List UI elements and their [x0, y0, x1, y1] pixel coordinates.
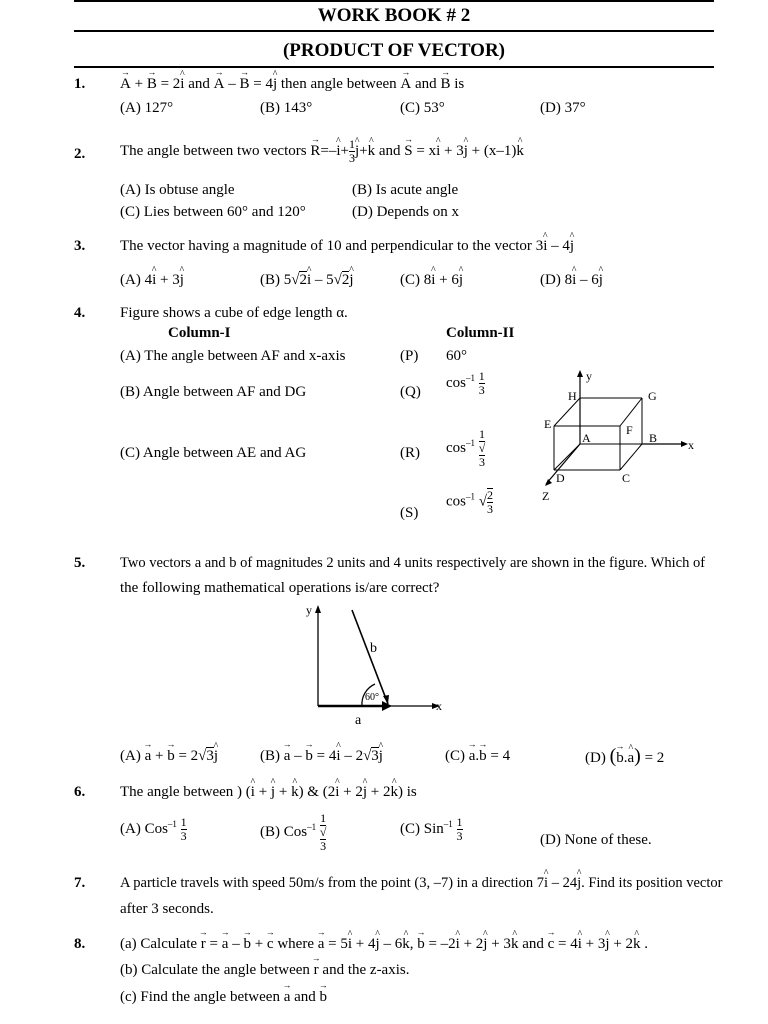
vector-b-label: b — [370, 641, 377, 656]
vertex-c: C — [622, 471, 631, 485]
q4-left-b: (B) Angle between AF and DG — [120, 384, 307, 400]
q3-number: 3. — [74, 238, 86, 254]
q3-option-a: (A) 4^ i + 3^ j — [120, 272, 184, 289]
vertex-g: G — [648, 389, 657, 403]
q1-stem: → A + → B = 2^ i and → A – → B = 4^ j then angle between → A and → B is — [120, 76, 464, 93]
q2-option-b: (B) Is acute angle — [352, 182, 459, 198]
q6-option-b: (B) Cos$^{-1}$ 1 √ 3 — [260, 811, 327, 853]
page-subtitle: (PRODUCT OF VECTOR) — [282, 40, 506, 61]
vertex-f: F — [626, 423, 633, 437]
q5-option-b: (B) → a – → b = 4^ i – 2√3^ j — [260, 748, 383, 765]
q8-part-b-text: (b) Calculate the angle between — [120, 962, 310, 978]
q2-number: 2. — [74, 146, 86, 162]
vertex-h: H — [568, 389, 577, 403]
q6-number: 6. — [74, 784, 86, 800]
q3-stem-text: The vector having a magnitude of 10 and perpendicular to the vector — [120, 238, 532, 254]
page-title: WORK BOOK # 2 — [317, 5, 471, 26]
q4-right-s-label: (S) — [400, 505, 419, 521]
q5-angle-label: 60° — [365, 692, 379, 703]
q4-right-q-value: $\cos^{-1}$ $\frac{1}{3}$ — [446, 369, 485, 397]
q4-left-c: (C) Angle between AE and AG — [120, 445, 307, 461]
q6-option-c: (C) Sin$^{-1}$ $\frac{1}{3}$ — [400, 815, 463, 843]
q4-right-p-label: (P) — [400, 348, 419, 364]
q8-part-a: (a) Calculate → r = → a – → b + → c where → a = 5^ i + 4^ j – 6^ k, → b = –2^ i + 2^ j + 3^ k and → c = 4^ i + 3^ j + 2^ k . — [120, 936, 648, 953]
q4-number: 4. — [74, 305, 86, 321]
q2-option-a: (A) Is obtuse angle — [120, 182, 235, 198]
q5-stem-line-1: Two vectors a and b of magnitudes 2 units and 4 units respectively are shown in the figure. Which of — [120, 555, 706, 571]
q8-part-c-text: (c) Find the angle between — [120, 989, 280, 1005]
q2-stem: The angle between two vectors → R=–^ i+ $\frac{1}{3}$ ^ j+^ k and → S = x^ i + 3^ j + (x–1)^ k — [120, 138, 524, 165]
vector-figure — [300, 600, 450, 730]
q6-stem: The angle between ) (^ i + ^ j + ^ k) & (2^ i + 2^ j + 2^ k) is — [120, 784, 417, 801]
axis-y-label: y — [586, 369, 592, 383]
q4-right-r-value: $\cos^{-1}$ 1 √ 3 — [446, 427, 486, 469]
q4-right-p-value: 60° — [446, 348, 467, 364]
q1-option-b: (B) 143° — [260, 100, 313, 116]
q5-option-c: (C) → a.→ b = 4 — [445, 748, 510, 765]
axis-z-label: Z — [542, 489, 550, 503]
q7-stem-text: A particle travels with speed 50m/s from the point (3, –7) in a direction — [120, 875, 534, 891]
q1-option-d: (D) 37° — [540, 100, 586, 116]
q1-option-a: (A) 127° — [120, 100, 174, 116]
vertex-d: D — [556, 471, 565, 485]
top-rule — [74, 0, 714, 2]
q5-axis-y-label: y — [306, 603, 312, 617]
q5-option-a: (A) → a + → b = 2√3^ j — [120, 748, 218, 765]
q8-part-b-text-2: and the z-axis. — [322, 962, 410, 978]
axis-x-label: x — [688, 438, 694, 452]
q6-option-d: (D) None of these. — [540, 832, 652, 848]
q3-option-d: (D) 8^ i – 6^ j — [540, 272, 603, 289]
q4-stem: Figure shows a cube of edge length α. — [120, 305, 348, 321]
q4-right-s-value: $\cos^{-1}$ √ $\frac{2}{3}$ — [446, 488, 493, 516]
q1-option-c: (C) 53° — [400, 100, 445, 116]
q8-part-b: (b) Calculate the angle between → r and the z-axis. — [120, 962, 409, 979]
vertex-e: E — [544, 417, 552, 431]
q3-option-b: (B) 5√2^ i – 5√2^ j — [260, 272, 354, 289]
q4-column-1-header: Column-I — [168, 325, 231, 341]
q8-part-c: (c) Find the angle between → a and → b — [120, 989, 327, 1006]
q2-option-d: (D) Depends on x — [352, 204, 460, 220]
vertex-b: B — [649, 431, 658, 445]
q7-stem-text-2: Find its position vector — [588, 875, 723, 891]
subtitle-rule — [74, 66, 714, 68]
cube-figure — [540, 366, 700, 506]
title-rule — [74, 30, 714, 32]
q3-option-c: (C) 8^ i + 6^ j — [400, 272, 463, 289]
q7-stem-line-1: A particle travels with speed 50m/s from the point (3, –7) in a direction 7^ i – 24^ j. Find its position vector — [120, 875, 722, 892]
q5-axis-x-label: x — [436, 699, 442, 713]
q5-option-d: (D) (→ b.^ a) = 2 — [585, 745, 664, 768]
q3-stem: The vector having a magnitude of 10 and perpendicular to the vector 3^ i – 4^ j — [120, 238, 574, 255]
q8-part-a-text: (a) Calculate — [120, 936, 198, 952]
q4-right-r-label: (R) — [400, 445, 420, 461]
q1-number: 1. — [74, 76, 86, 92]
q4-right-q-label: (Q) — [400, 384, 421, 400]
q6-stem-text: The angle between ) — [120, 784, 243, 800]
q6-option-a: (A) Cos$^{-1}$ $\frac{1}{3}$ — [120, 815, 187, 843]
vertex-a: A — [582, 431, 591, 445]
q4-left-a: (A) The angle between AF and x-axis — [120, 348, 346, 364]
q2-stem-text: The angle between two vectors — [120, 142, 307, 159]
q4-column-2-header: Column-II — [446, 325, 515, 341]
q5-number: 5. — [74, 555, 86, 571]
q5-stem-line-2: the following mathematical operations is/are correct? — [120, 580, 440, 596]
q8-number: 8. — [74, 936, 86, 952]
q7-number: 7. — [74, 875, 86, 891]
vector-a-label: a — [355, 713, 362, 728]
q2-option-c: (C) Lies between 60° and 120° — [120, 204, 306, 220]
q7-stem-line-2: after 3 seconds. — [120, 901, 214, 917]
